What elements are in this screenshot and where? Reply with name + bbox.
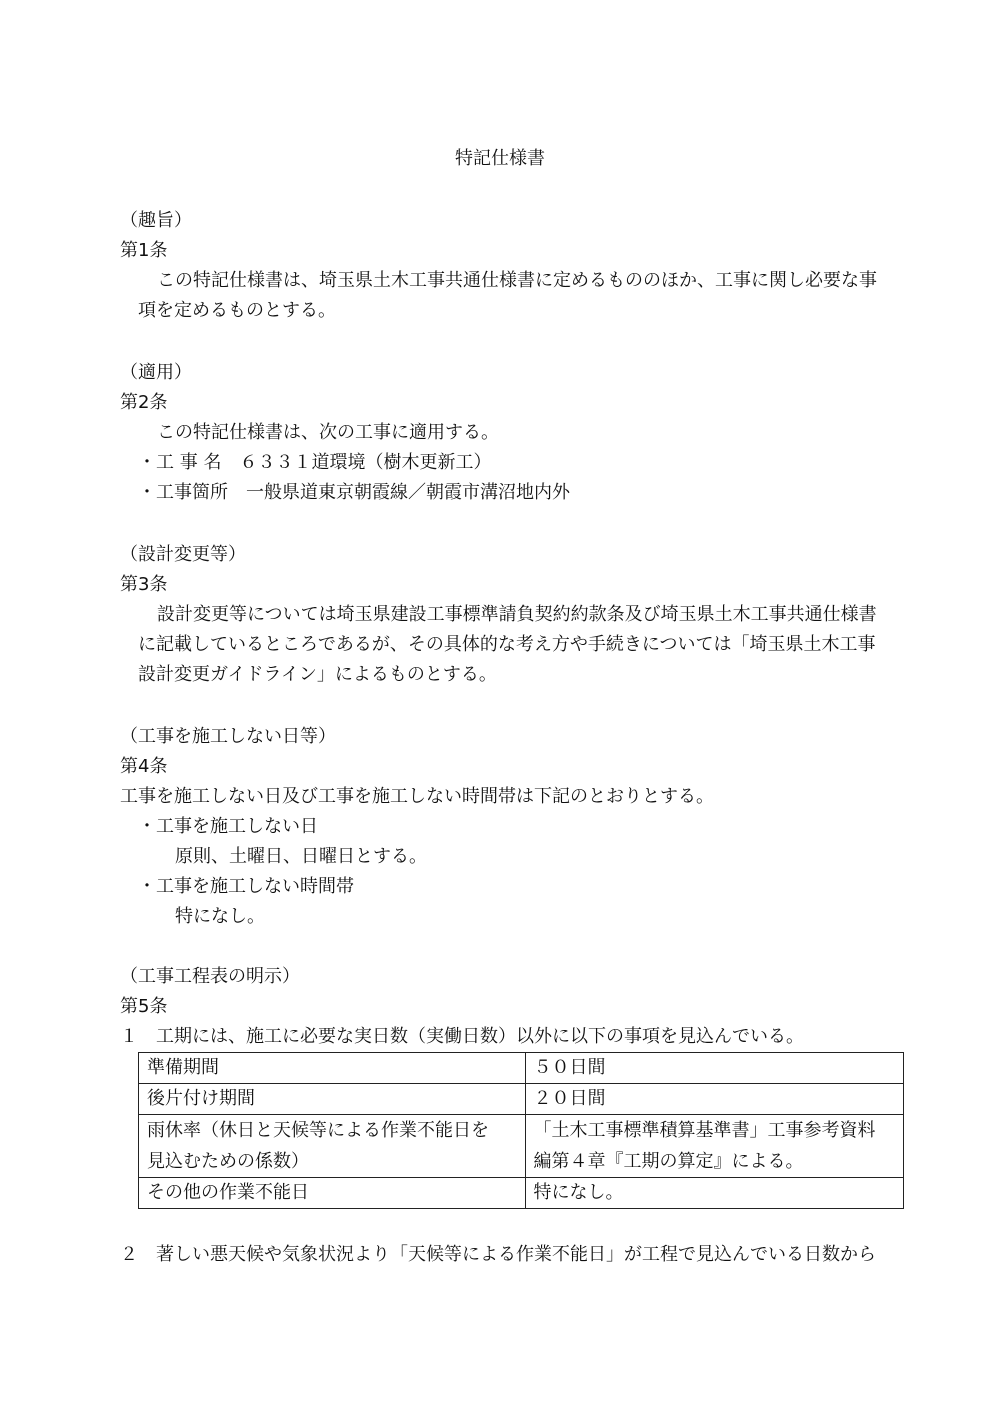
article-2-heading: （適用）: [120, 362, 192, 383]
article-5-paragraph-1: １ 工期には、施工に必要な実日数（実働日数）以外に以下の事項を見込んでいる。: [120, 1026, 804, 1047]
table-cell-value: 「土木工事標準積算基準書」工事参考資料 編第４章『工期の算定』による。: [525, 1115, 903, 1178]
schedule-table: [138, 1052, 904, 1209]
table-cell-item: 準備期間: [139, 1053, 526, 1084]
table-cell-item: その他の作業不能日: [139, 1178, 526, 1209]
article-2-line-1: この特記仕様書は、次の工事に適用する。: [157, 422, 499, 443]
article-1-heading: （趣旨）: [120, 210, 192, 231]
article-3-number: 第3条: [120, 574, 168, 595]
article-4-line-5: 特になし。: [175, 906, 265, 927]
table-cell-value: ２０日間: [525, 1084, 903, 1115]
article-4-number: 第4条: [120, 756, 168, 777]
article-4-line-2: ・工事を施工しない日: [138, 816, 318, 837]
article-4-line-1: 工事を施工しない日及び工事を施工しない時間帯は下記のとおりとする。: [120, 786, 714, 807]
article-4-heading: （工事を施工しない日等）: [120, 726, 336, 747]
article-5-number: 第5条: [120, 996, 168, 1017]
article-4-line-4: ・工事を施工しない時間帯: [138, 876, 354, 897]
table-cell-value: 特になし。: [525, 1178, 903, 1209]
article-2-number: 第2条: [120, 392, 168, 413]
article-3-heading: （設計変更等）: [120, 544, 246, 565]
table-row: [139, 1053, 904, 1084]
article-5-heading: （工事工程表の明示）: [120, 966, 300, 987]
table-row: [139, 1178, 904, 1209]
article-1-line-2: 項を定めるものとする。: [138, 300, 336, 321]
table-cell-item: 雨休率（休日と天候等による作業不能日を 見込むための係数）: [139, 1115, 526, 1178]
table-cell-item: 後片付け期間: [139, 1084, 526, 1115]
document-title: 特記仕様書: [455, 148, 545, 169]
article-3-line-3: 設計変更ガイドライン」によるものとする。: [138, 664, 497, 685]
table-row: [139, 1115, 904, 1178]
article-2-line-3: ・工事箇所 一般県道東京朝霞線／朝霞市溝沼地内外: [138, 482, 570, 503]
table-cell-value: ５０日間: [525, 1053, 903, 1084]
article-1-number: 第1条: [120, 240, 168, 261]
article-3-line-2: に記載しているところであるが、その具体的な考え方や手続きについては「埼玉県土木工事: [138, 634, 876, 655]
article-2-line-2: ・工 事 名 ６３３１道環境（樹木更新工）: [138, 452, 492, 473]
article-3-line-1: 設計変更等については埼玉県建設工事標準請負契約約款条及び埼玉県土木工事共通仕様書: [157, 604, 877, 625]
article-4-line-3: 原則、土曜日、日曜日とする。: [175, 846, 427, 867]
table-row: [139, 1084, 904, 1115]
article-5-paragraph-2: ２ 著しい悪天候や気象状況より「天候等による作業不能日」が工程で見込んでいる日数から: [120, 1244, 876, 1265]
article-1-line-1: この特記仕様書は、埼玉県土木工事共通仕様書に定めるもののほか、工事に関し必要な事: [157, 270, 877, 291]
